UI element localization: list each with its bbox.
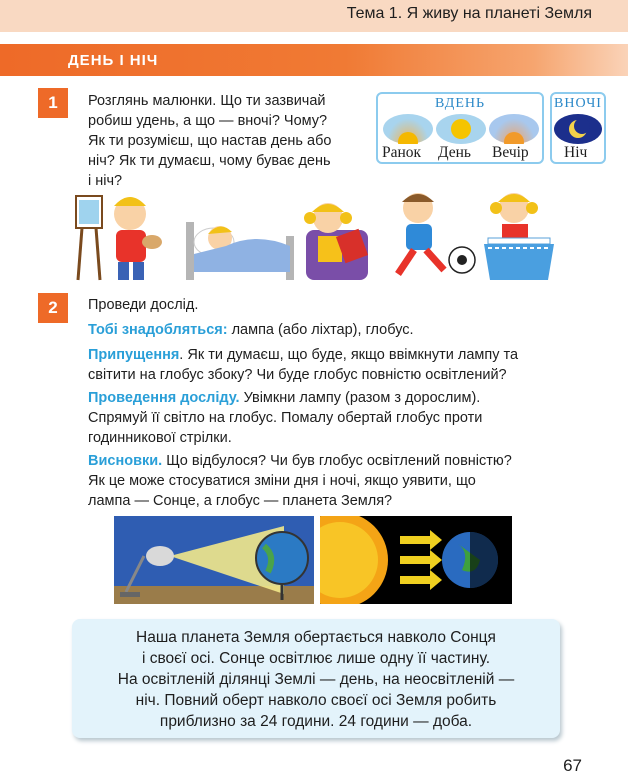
task-1-line: Розглянь малюнки. Що ти зазвичай: [88, 93, 326, 109]
hypothesis-line: світити на глобус збоку? Чи буде глобус повністю освітлений?: [88, 367, 507, 383]
girl-reading-illustration: [296, 196, 380, 282]
procedure-line: Спрямуй її світло на глобус. Помалу обертай глобус проти: [88, 410, 483, 426]
key-facts-line: На освітленій ділянці Землі — день, на неосвітленій —: [117, 671, 515, 688]
section-header: [0, 44, 628, 76]
key-facts-box: [72, 619, 560, 738]
topic-header: [0, 0, 628, 32]
girl-eating-illustration: [478, 186, 558, 282]
task-2-needs: [88, 320, 414, 340]
conclusions-line: Як це може стосуватися зміни дня і ночі, якщо уявити, що: [88, 473, 476, 489]
day-sun-icon: [436, 114, 486, 144]
task-2-procedure: [88, 388, 568, 448]
task-2-hypothesis: [88, 345, 568, 385]
needs-text: лампа (або ліхтар), глобус.: [227, 322, 414, 338]
night-heading: ВНОЧІ: [554, 96, 602, 111]
procedure-line: Увімкни лампу (разом з дорослим).: [239, 390, 481, 406]
procedure-line: годинникової стрілки.: [88, 430, 232, 446]
lamp-globe-experiment-picture: [114, 516, 314, 604]
task-1-text: [88, 91, 368, 191]
needs-label: Тобі знадобляться:: [88, 322, 228, 338]
night-box: [550, 92, 606, 164]
task-1-line: робиш удень, а що — вночі? Чому?: [88, 113, 328, 129]
task-2-intro: Проведи дослід.: [88, 297, 199, 313]
key-facts-line: і своєї осі. Сонце освітлює лише одну її частину.: [141, 650, 491, 667]
procedure-label: Проведення досліду.: [88, 390, 240, 406]
morning-sun-icon: [383, 114, 433, 144]
evening-caption: Вечір: [492, 144, 529, 161]
daytime-heading: ВДЕНЬ: [434, 96, 486, 111]
daytime-box: [376, 92, 544, 164]
boy-sleeping-illustration: [186, 202, 296, 282]
key-facts-text: [82, 627, 550, 732]
evening-sun-icon: [489, 114, 539, 144]
key-facts-line: приблизно за 24 години. 24 години — доба.: [159, 713, 473, 730]
task-2-conclusions: [88, 451, 568, 511]
conclusions-label: Висновки.: [88, 453, 163, 469]
boy-playing-ball-illustration: [384, 188, 484, 282]
day-caption: День: [438, 144, 472, 161]
task-2-number: 2: [38, 293, 68, 323]
section-title: ДЕНЬ І НІЧ: [68, 52, 159, 69]
task-1-line: ніч? Як ти думаєш, чому буває день: [88, 153, 331, 169]
day-sun-icon: [436, 114, 486, 144]
morning-sun-icon: [383, 114, 433, 144]
boy-painting-illustration: [72, 186, 162, 282]
task-1-line: і ніч?: [88, 173, 123, 189]
hypothesis-line: . Як ти думаєш, що буде, якщо ввімкнути лампу та: [179, 347, 519, 363]
page-number: 67: [563, 756, 582, 774]
sun-earth-picture: [320, 516, 512, 604]
conclusions-line: Що відбулося? Чи був глобус освітлений повністю?: [162, 453, 512, 469]
conclusions-line: лампа — Сонце, а глобус — планета Земля?: [88, 493, 393, 509]
task-1-line: Як ти розумієш, що настав день або: [88, 133, 332, 149]
moon-icon: [554, 114, 602, 144]
evening-sun-icon: [489, 114, 539, 144]
night-caption: Ніч: [564, 144, 588, 161]
task-1-number: 1: [38, 88, 68, 118]
topic-title: Тема 1. Я живу на планеті Земля: [346, 5, 592, 22]
morning-caption: Ранок: [382, 144, 422, 161]
key-facts-line: ніч. Повний оберт навколо своєї осі Земля робить: [135, 692, 497, 709]
hypothesis-label: Припущення: [88, 347, 180, 363]
moon-icon: [554, 114, 602, 144]
key-facts-line: Наша планета Земля обертається навколо Сонця: [136, 629, 496, 646]
